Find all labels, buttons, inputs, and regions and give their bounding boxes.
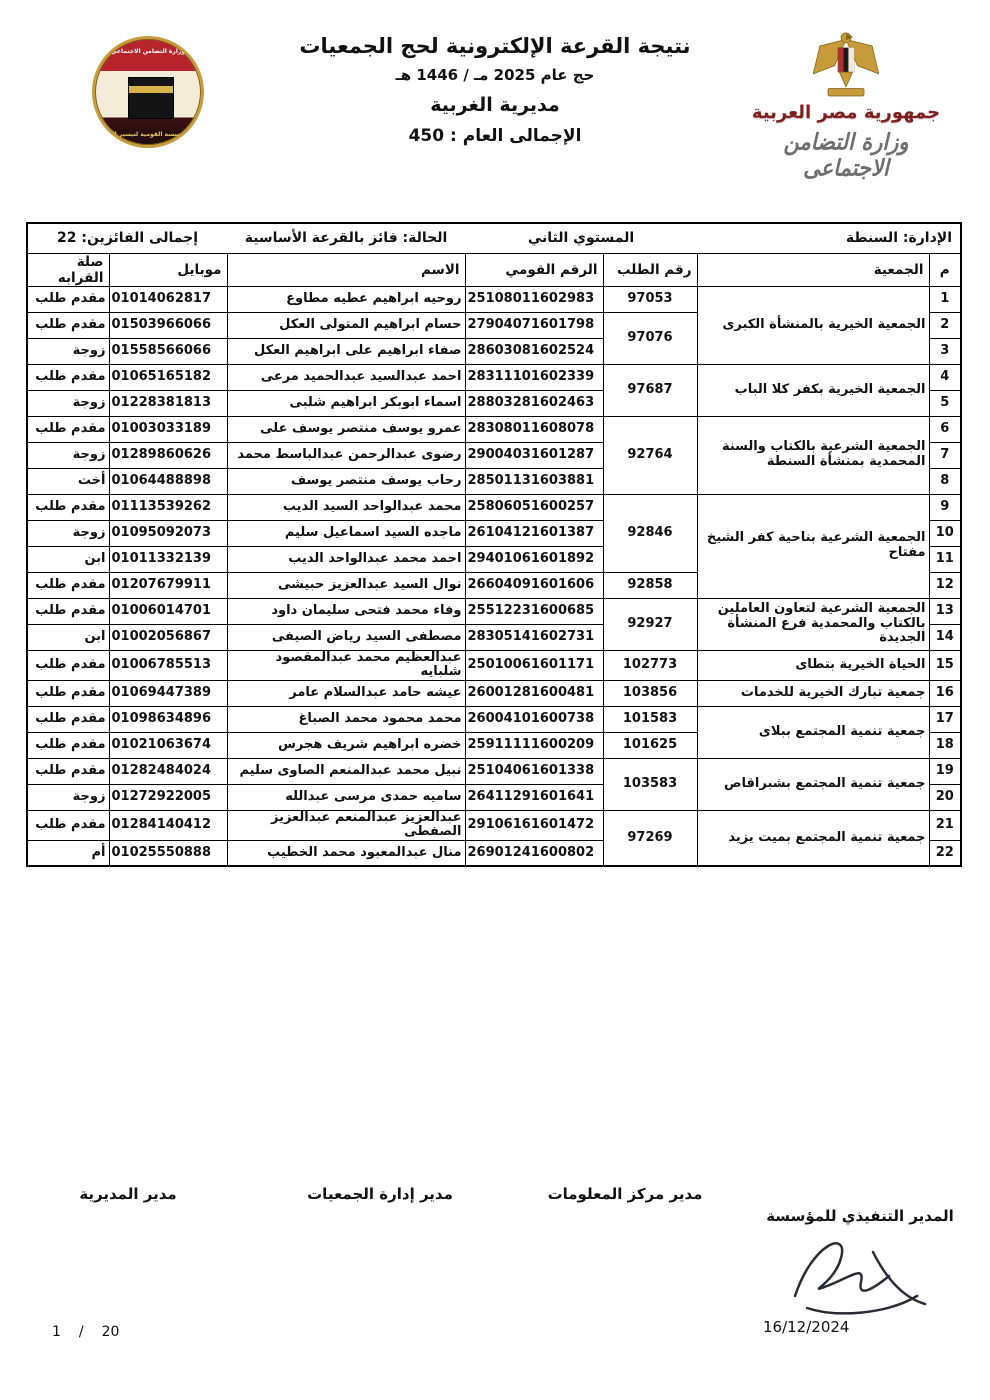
name-cell: نبيل محمد عبدالمنعم الصاوى سليم [227, 758, 465, 784]
national-id-cell: 28803281602463 [465, 390, 603, 416]
mobile-cell: 01065165182 [109, 364, 227, 390]
col-header-num: م [929, 253, 961, 286]
request-number-cell: 92846 [603, 494, 697, 572]
name-cell: احمد محمد عبدالواحد الديب [227, 546, 465, 572]
name-cell: عمرو يوسف منتصر يوسف على [227, 416, 465, 442]
row-number-cell: 9 [929, 494, 961, 520]
national-id-cell: 28311101602339 [465, 364, 603, 390]
mobile-cell: 01272922005 [109, 784, 227, 810]
relation-cell: زوجة [27, 520, 109, 546]
mobile-cell: 01282484024 [109, 758, 227, 784]
association-cell: جمعية تنمية المجتمع بشبراقاص [697, 758, 929, 810]
table-row [27, 416, 961, 442]
relation-cell: مقدم طلب [27, 706, 109, 732]
col-header-relation: صلة القرابه [27, 253, 109, 286]
request-number-cell: 97053 [603, 286, 697, 312]
mobile-cell: 01002056867 [109, 624, 227, 650]
document-date: 16/12/2024 [763, 1318, 850, 1336]
relation-cell: مقدم طلب [27, 572, 109, 598]
request-number-cell: 97687 [603, 364, 697, 416]
national-id-cell: 25104061601338 [465, 758, 603, 784]
total-winners-field: إجمالى الفائزين: 22 [27, 223, 227, 253]
row-number-cell: 4 [929, 364, 961, 390]
relation-cell: مقدم طلب [27, 364, 109, 390]
kaaba-image [128, 77, 174, 119]
row-number-cell: 14 [929, 624, 961, 650]
name-cell: منال عبدالمعبود محمد الخطيب [227, 840, 465, 866]
table-row [27, 598, 961, 624]
col-header-national-id: الرقم القومي [465, 253, 603, 286]
request-number-cell: 102773 [603, 650, 697, 680]
row-number-cell: 20 [929, 784, 961, 810]
national-id-cell: 29401061601892 [465, 546, 603, 572]
results-table [26, 222, 962, 867]
mobile-cell: 01006014701 [109, 598, 227, 624]
national-id-cell: 26901241600802 [465, 840, 603, 866]
national-id-cell: 28305141602731 [465, 624, 603, 650]
national-id-cell: 25010061601171 [465, 650, 603, 680]
name-cell: محمد محمود محمد الصباغ [227, 706, 465, 732]
name-cell: اسماء ابوبكر ابراهيم شلبى [227, 390, 465, 416]
name-cell: نوال السيد عبدالعزيز حبيشى [227, 572, 465, 598]
national-id-cell: 26411291601641 [465, 784, 603, 810]
relation-cell: ابن [27, 624, 109, 650]
name-cell: ساميه حمدى مرسى عبدالله [227, 784, 465, 810]
relation-cell: مقدم طلب [27, 312, 109, 338]
row-number-cell: 5 [929, 390, 961, 416]
republic-name: جمهورية مصر العربية [751, 102, 941, 123]
kaaba-gold-band [129, 86, 173, 93]
association-cell: جمعية تنمية المجتمع ببلاى [697, 706, 929, 758]
page-indicator [52, 1324, 119, 1340]
name-cell: عبدالعظيم محمد عبدالمقصود شلبايه [227, 650, 465, 680]
request-number-cell: 97076 [603, 312, 697, 364]
row-number-cell: 17 [929, 706, 961, 732]
relation-cell: مقدم طلب [27, 286, 109, 312]
mobile-cell: 01095092073 [109, 520, 227, 546]
directorate-name: مديرية الغربية [430, 94, 560, 116]
page-separator: / [78, 1324, 84, 1340]
association-cell: الجمعية الشرعية بالكتاب والسنة المحمدية بمنشأة السنطة [697, 416, 929, 494]
relation-cell: مقدم طلب [27, 680, 109, 706]
name-cell: ماجده السيد اسماعيل سليم [227, 520, 465, 546]
executive-signature [775, 1224, 940, 1322]
mobile-cell: 01289860626 [109, 442, 227, 468]
mobile-cell: 01284140412 [109, 810, 227, 840]
national-id-cell: 28308011608078 [465, 416, 603, 442]
request-number-cell: 103583 [603, 758, 697, 810]
mobile-cell: 01064488898 [109, 468, 227, 494]
relation-cell: زوجة [27, 784, 109, 810]
association-cell: جمعية تبارك الخيرية للخدمات [697, 680, 929, 706]
level-field: المستوي الثاني [465, 223, 697, 253]
relation-cell: أم [27, 840, 109, 866]
mobile-cell: 01558566066 [109, 338, 227, 364]
relation-cell: زوجة [27, 338, 109, 364]
association-cell: الحياة الخيرية بتطاى [697, 650, 929, 680]
relation-cell: زوجة [27, 442, 109, 468]
mobile-cell: 01011332139 [109, 546, 227, 572]
mobile-cell: 01025550888 [109, 840, 227, 866]
association-cell: الجمعية الشرعية لتعاون العاملين بالكتاب والمحمدية فرع المنشأة الجديدة [697, 598, 929, 650]
name-cell: احمد عبدالسيد عبدالحميد مرعى [227, 364, 465, 390]
name-cell: روحيه ابراهيم عطيه مطاوع [227, 286, 465, 312]
table-row [27, 650, 961, 680]
row-number-cell: 11 [929, 546, 961, 572]
national-id-cell: 29004031601287 [465, 442, 603, 468]
document-title: نتيجة القرعة الإلكترونية لحج الجمعيات [299, 34, 691, 58]
row-number-cell: 21 [929, 810, 961, 840]
signature-label-directorate-manager: مدير المديرية [79, 1185, 177, 1203]
national-id-cell: 26001281600481 [465, 680, 603, 706]
mobile-cell: 01207679911 [109, 572, 227, 598]
row-number-cell: 2 [929, 312, 961, 338]
row-number-cell: 19 [929, 758, 961, 784]
seal-top-text: وزارة التضامن الاجتماعي [110, 48, 186, 55]
table-row [27, 364, 961, 390]
relation-cell: مقدم طلب [27, 416, 109, 442]
col-header-association: الجمعية [697, 253, 929, 286]
state-emblem-block [740, 28, 952, 179]
national-id-cell: 26004101600738 [465, 706, 603, 732]
row-number-cell: 8 [929, 468, 961, 494]
table-row [27, 680, 961, 706]
table-row [27, 494, 961, 520]
name-cell: مصطفى السيد رياض الصيفى [227, 624, 465, 650]
national-id-cell: 25806051600257 [465, 494, 603, 520]
row-number-cell: 18 [929, 732, 961, 758]
ministry-seal-logo [92, 36, 204, 162]
table-header-row [27, 253, 961, 286]
request-number-cell: 92927 [603, 598, 697, 650]
hajj-year-subtitle: حج عام 2025 مـ / 1446 هـ [395, 66, 595, 84]
row-number-cell: 3 [929, 338, 961, 364]
request-number-cell: 101583 [603, 706, 697, 732]
status-field: الحالة: فائز بالقرعة الأساسية [227, 223, 465, 253]
relation-cell: زوجة [27, 390, 109, 416]
name-cell: صفاء ابراهيم على ابراهيم العكل [227, 338, 465, 364]
name-cell: رضوى عبدالرحمن عبدالباسط محمد [227, 442, 465, 468]
name-cell: خضره ابراهيم شريف هجرس [227, 732, 465, 758]
row-number-cell: 12 [929, 572, 961, 598]
national-id-cell: 25911111600209 [465, 732, 603, 758]
mobile-cell: 01113539262 [109, 494, 227, 520]
mobile-cell: 01006785513 [109, 650, 227, 680]
table-row [27, 758, 961, 784]
mobile-cell: 01069447389 [109, 680, 227, 706]
name-cell: رحاب يوسف منتصر يوسف [227, 468, 465, 494]
egypt-eagle-icon [804, 28, 888, 100]
relation-cell: مقدم طلب [27, 598, 109, 624]
row-number-cell: 15 [929, 650, 961, 680]
row-number-cell: 16 [929, 680, 961, 706]
table-row [27, 286, 961, 312]
row-number-cell: 13 [929, 598, 961, 624]
name-cell: حسام ابراهيم المتولى العكل [227, 312, 465, 338]
signature-label-associations-manager: مدير إدارة الجمعيات [307, 1185, 453, 1203]
association-cell: الجمعية الخيرية بكفر كلا الباب [697, 364, 929, 416]
row-number-cell: 6 [929, 416, 961, 442]
ministry-calligraphy: وزارة التضامن الاجتماعى [783, 129, 909, 181]
name-cell: وفاء محمد فتحى سليمان داود [227, 598, 465, 624]
col-header-name: الاسم [227, 253, 465, 286]
mobile-cell: 01021063674 [109, 732, 227, 758]
association-cell: جمعية تنمية المجتمع بميت يزيد [697, 810, 929, 866]
relation-cell: أخت [27, 468, 109, 494]
page-current: 1 [52, 1324, 61, 1340]
row-number-cell: 7 [929, 442, 961, 468]
association-cell: الجمعية الخيرية بالمنشأة الكبرى [697, 286, 929, 364]
national-id-cell: 25108011602983 [465, 286, 603, 312]
mobile-cell: 01503966066 [109, 312, 227, 338]
mobile-cell: 01228381813 [109, 390, 227, 416]
request-number-cell: 101625 [603, 732, 697, 758]
info-bar [27, 223, 961, 253]
request-number-cell: 92764 [603, 416, 697, 494]
relation-cell: مقدم طلب [27, 810, 109, 840]
relation-cell: مقدم طلب [27, 494, 109, 520]
national-id-cell: 26604091601606 [465, 572, 603, 598]
name-cell: عيشه حامد عبدالسلام عامر [227, 680, 465, 706]
col-header-mobile: موبايل [109, 253, 227, 286]
signature-label-executive-director: المدير التنفيذي للمؤسسة [766, 1207, 954, 1225]
relation-cell: مقدم طلب [27, 650, 109, 680]
page-total: 20 [101, 1324, 120, 1340]
administration-field: الإدارة: السنطة [697, 223, 961, 253]
request-number-cell: 92858 [603, 572, 697, 598]
request-number-cell: 97269 [603, 810, 697, 866]
national-id-cell: 25512231600685 [465, 598, 603, 624]
title-block [250, 34, 740, 146]
mobile-cell: 01098634896 [109, 706, 227, 732]
request-number-cell: 103856 [603, 680, 697, 706]
national-id-cell: 26104121601387 [465, 520, 603, 546]
national-id-cell: 29106161601472 [465, 810, 603, 840]
relation-cell: مقدم طلب [27, 732, 109, 758]
national-id-cell: 28603081602524 [465, 338, 603, 364]
col-header-request: رقم الطلب [603, 253, 697, 286]
national-id-cell: 28501131603881 [465, 468, 603, 494]
national-id-cell: 27904071601798 [465, 312, 603, 338]
row-number-cell: 22 [929, 840, 961, 866]
seal-bottom-text: المؤسسة القومية لتيسير الحج [103, 131, 193, 138]
ministry-seal-ring [92, 36, 204, 148]
name-cell: عبدالعزيز عبدالمنعم عبدالعزيز الصفطى [227, 810, 465, 840]
name-cell: محمد عبدالواحد السيد الديب [227, 494, 465, 520]
association-cell: الجمعية الشرعية بناحية كفر الشيخ مفتاح [697, 494, 929, 598]
grand-total: الإجمالى العام : 450 [408, 126, 582, 146]
relation-cell: مقدم طلب [27, 758, 109, 784]
table-row [27, 706, 961, 732]
mobile-cell: 01014062817 [109, 286, 227, 312]
table-row [27, 810, 961, 840]
mobile-cell: 01003033189 [109, 416, 227, 442]
relation-cell: ابن [27, 546, 109, 572]
signature-label-information-center-manager: مدير مركز المعلومات [547, 1185, 703, 1203]
results-table-rows [27, 223, 961, 866]
row-number-cell: 1 [929, 286, 961, 312]
row-number-cell: 10 [929, 520, 961, 546]
